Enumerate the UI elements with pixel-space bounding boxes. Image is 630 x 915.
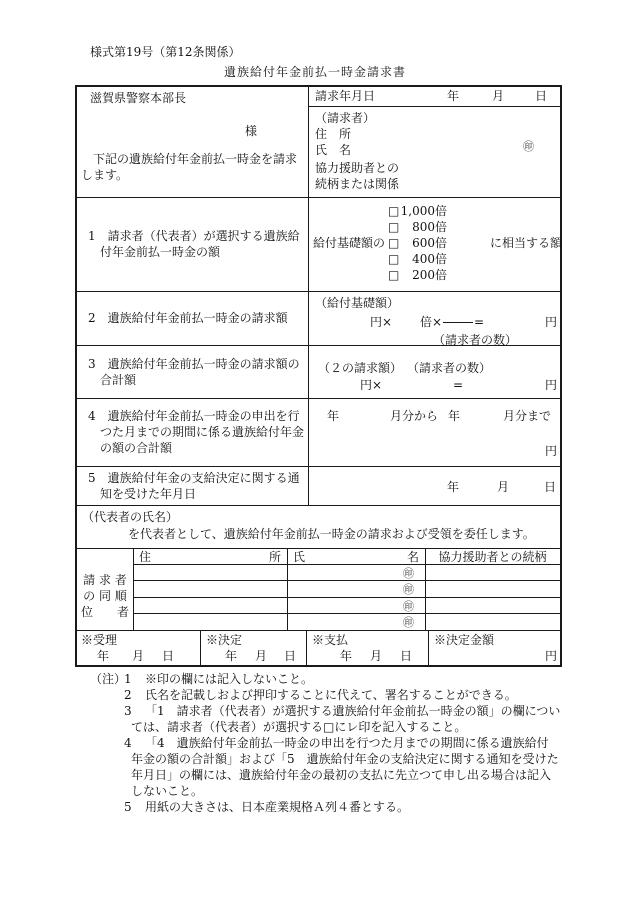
fraction-bar (443, 322, 473, 323)
item3-yen-times: 円× (360, 378, 383, 392)
multiplier-checkbox-1000x[interactable]: □ (388, 204, 400, 218)
seal-icon: ㊞ (403, 616, 414, 629)
corank-name-header-left: 氏 (293, 550, 306, 564)
office-pay-label: ※支払 (312, 633, 349, 647)
yen-label: 円 (545, 315, 558, 329)
note-text: ※印の欄には記入しないこと。 (145, 672, 314, 686)
item1-prefix: 給付基礎額の (313, 236, 386, 250)
note-text: 「1 請求者（代表者）が選択する遺族給付年金前払一時金の額」の欄につい (145, 704, 561, 718)
multiplier-option-800x: 800倍 (412, 220, 447, 234)
item3-equals: = (453, 378, 464, 392)
note-number: 3 (124, 704, 132, 718)
item4-label: 4 遺族給付年金前払一時金の申出を行つた月までの期間に係る遺族給付年金の額の合計額 (88, 409, 305, 455)
item4-from-label: 月分から (390, 409, 439, 423)
year-label: 年 (447, 480, 460, 494)
day-label: 日 (162, 649, 175, 663)
multiplier-checkbox-800x[interactable]: □ (388, 220, 400, 234)
notes-label: （注） (90, 672, 127, 686)
claimant-name-label: 氏 名 (315, 143, 352, 157)
seal-icon: ㊞ (403, 567, 414, 580)
note-text: 年月日」の欄には、遺族給付年金の最初の支払に先立つて申し出る場合は記入 (131, 768, 552, 782)
month-label: 月 (492, 89, 505, 103)
year-label: 年 (447, 89, 460, 103)
item2-times: 倍× (420, 315, 443, 329)
seal-icon: ㊞ (403, 600, 414, 613)
declaration-text: 下記の遺族給付年金前払一時金を請求します。 (81, 152, 298, 182)
multiplier-option-200x: 200倍 (412, 268, 447, 282)
corank-name-header-right: 名 (407, 550, 420, 564)
day-label: 日 (400, 649, 413, 663)
year-label: 年 (448, 409, 461, 423)
month-label: 月 (255, 649, 268, 663)
year-label: 年 (327, 409, 340, 423)
item4-to-label: 月分まで (503, 409, 552, 423)
honorific-sama: 様 (245, 124, 258, 138)
item2-denominator: （請求者の数） (433, 333, 518, 347)
note-text: 年金の額の合計額」および「5 遺族給付年金の支給決定に関する通知を受けた (131, 752, 559, 766)
corank-row-label-1: 請 求 者 (83, 573, 127, 587)
corank-row-label-2: の 同 順 (83, 589, 127, 603)
table-line (428, 630, 429, 665)
item1-suffix: に相当する額 (490, 236, 563, 250)
table-line (287, 548, 288, 630)
item4-label-cell (77, 398, 308, 466)
year-label: 年 (340, 649, 353, 663)
month-label: 月 (132, 649, 145, 663)
month-label: 月 (370, 649, 383, 663)
claimant-relation-label-2: 続柄または関係 (315, 177, 400, 191)
note-text: 「4 遺族給付年金前払一時金の申出を行つた月までの期間に係る遺族給付 (145, 736, 549, 750)
item2-label-cell (77, 291, 308, 345)
table-line (308, 87, 309, 505)
item2-yen-times: 円× (370, 315, 393, 329)
office-decide-label: ※決定 (206, 633, 243, 647)
day-label: 日 (284, 649, 297, 663)
table-line (308, 106, 560, 107)
claimant-relation-label-1: 協力援助者との (315, 161, 400, 175)
claimant-heading: （請求者） (315, 111, 376, 125)
note-text: 氏名を記載しおよび押印することに代えて、署名することができる。 (145, 688, 517, 702)
note-number: 4 (124, 736, 132, 750)
corank-address-header-left: 住 (139, 550, 152, 564)
day-label: 日 (535, 89, 548, 103)
item2-equals: = (474, 315, 485, 329)
note-text: ては、請求者（代表者）が選択する□にレ印を記入すること。 (131, 720, 467, 734)
multiplier-checkbox-200x[interactable]: □ (388, 268, 400, 282)
item1-label: 1 請求者（代表者）が選択する遺族給付年金前払一時金の額 (88, 229, 300, 259)
item5-label: 5 遺族給付年金の支給決定に関する通知を受けた年月日 (88, 470, 300, 501)
multiplier-checkbox-400x[interactable]: □ (388, 252, 400, 266)
table-line (133, 613, 560, 614)
year-label: 年 (97, 649, 110, 663)
item3-label-cell (77, 345, 308, 398)
office-amount-label: ※決定金額 (434, 633, 495, 647)
item2-caption: （給付基礎額） (315, 296, 400, 310)
table-line (200, 630, 201, 665)
addressee: 滋賀県警察本部長 (90, 91, 187, 105)
table-line (133, 580, 560, 581)
table-line (306, 630, 307, 665)
item1-label-cell (77, 197, 308, 291)
note-number: 2 (124, 688, 132, 702)
corank-row-label-3: 位 者 (80, 605, 129, 619)
table-line (133, 597, 560, 598)
note-text: 用紙の大きさは、日本産業規格Ａ列４番とする。 (145, 800, 410, 814)
year-label: 年 (225, 649, 238, 663)
office-accept-label: ※受理 (81, 633, 118, 647)
day-label: 日 (544, 480, 557, 494)
note-number: 1 (124, 672, 132, 686)
yen-label: 円 (545, 378, 558, 392)
claimant-address-label: 住 所 (315, 127, 352, 141)
main-table (75, 85, 562, 667)
yen-label: 円 (545, 444, 558, 458)
item2-label: 2 遺族給付年金前払一時金の請求額 (88, 311, 288, 325)
item3-caption1: （２の請求額） (318, 361, 403, 375)
request-date-label: 請求年月日 (315, 89, 376, 103)
yen-label: 円 (545, 649, 558, 663)
item3-label: 3 遺族給付年金前払一時金の請求額の合計額 (88, 356, 300, 387)
table-line (77, 505, 560, 506)
table-line (77, 630, 560, 631)
note-text: しないこと。 (131, 784, 204, 798)
multiplier-option-600x: 600倍 (412, 236, 447, 250)
form-title: 遺族給付年金前払一時金請求書 (223, 65, 406, 79)
seal-icon: ㊞ (403, 583, 414, 596)
delegation-text: を代表者として、遺族給付年金前払一時金の請求および受領を委任します。 (128, 527, 535, 541)
table-line (133, 548, 134, 630)
multiplier-option-1000x: 1,000倍 (400, 204, 447, 218)
item5-label-cell (77, 466, 308, 505)
multiplier-checkbox-600x[interactable]: □ (388, 236, 400, 250)
seal-icon: ㊞ (523, 140, 534, 153)
item3-caption2: （請求者の数） (407, 361, 492, 375)
delegation-caption: （代表者の氏名） (82, 510, 179, 524)
corank-relation-header: 協力援助者との続柄 (438, 550, 547, 564)
form-number: 様式第19号（第12条関係） (90, 45, 241, 59)
corank-address-header-right: 所 (269, 550, 282, 564)
month-label: 月 (497, 480, 510, 494)
note-number: 5 (124, 800, 132, 814)
multiplier-option-400x: 400倍 (412, 252, 447, 266)
